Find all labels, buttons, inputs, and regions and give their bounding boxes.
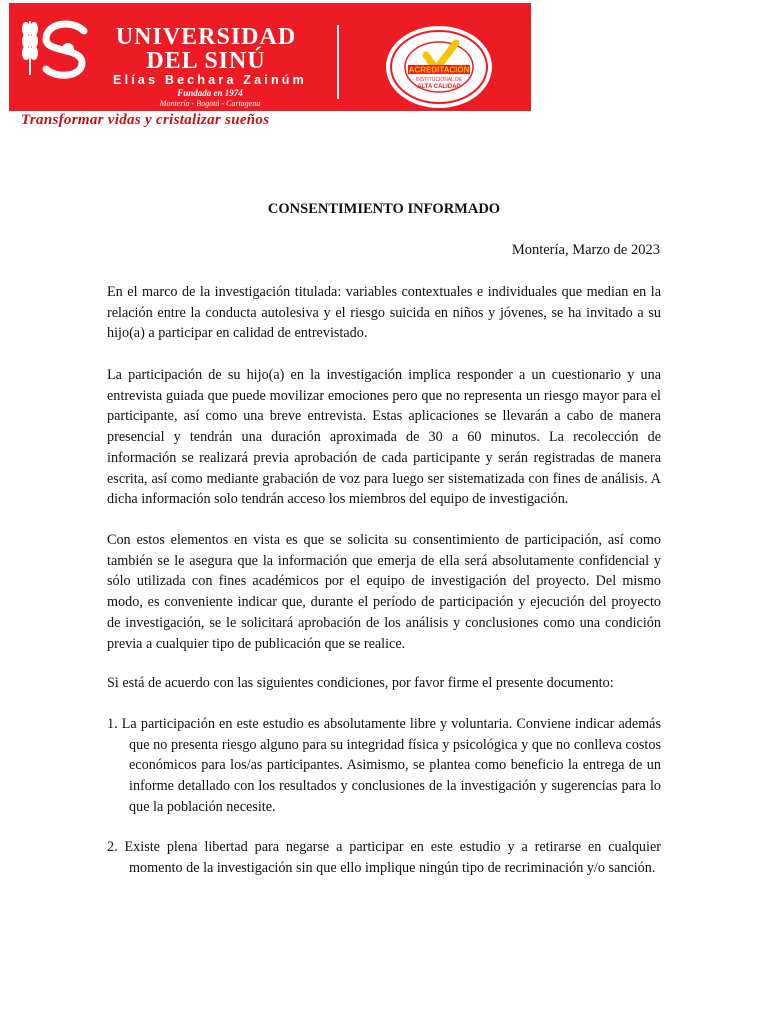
- document-title: CONSENTIMIENTO INFORMADO: [267, 201, 501, 217]
- svg-text:ACREDITACIÓN: ACREDITACIÓN: [408, 65, 470, 75]
- paragraph-sign-request: Si está de acuerdo con las siguientes condiciones, por favor firme el presente documento:: [107, 675, 614, 691]
- svg-text:INSTITUCIONAL DE: INSTITUCIONAL DE: [415, 77, 463, 83]
- founder-name: Elías Bechara Zainúm: [113, 73, 307, 87]
- university-logo-icon: [12, 13, 94, 83]
- paragraph-consent: Con estos elementos en vista es que se solicita su consentimiento de participación, así como también se le asegura que la información que emerja de ella será absolutamente confidencial y sólo utilizada con fines académicos por el equipo de investigación del proyecto. Del mismo modo, es conveniente indicar que, durante el período de participación y ejecución del proyecto de investigación, se le solicitará aprobación de los análisis y conclusiones como una condición previa a cualquier tipo de publicación que se realice.: [107, 532, 661, 652]
- campus-cities: Montería - Bogotá - Cartagena: [159, 99, 261, 108]
- document-date: Montería, Marzo de 2023: [511, 242, 660, 258]
- paragraph-intro: En el marco de la investigación titulada: variables contextuales e individuales que median en la relación entre la conducta autolesiva y el riesgo suicida en niños y jóvenes, se ha invitado a su hijo(a) a participar en calidad de entrevistado.: [107, 284, 661, 342]
- university-name: [101, 25, 311, 73]
- header-divider: [337, 25, 339, 99]
- condition-item-2: 2. Existe plena libertad para negarse a participar en este estudio y a retirarse en cualquier momento de la investigación sin que ello implique ningún tipo de recriminación y/o sanción.: [107, 839, 661, 876]
- letterhead-banner: [9, 3, 531, 111]
- university-name-line1: UNIVERSIDAD: [115, 24, 297, 50]
- accreditation-seal-icon: [384, 25, 494, 110]
- condition-item-1: 1. La participación en este estudio es absolutamente libre y voluntaria. Conviene indicar además que no presenta riesgo alguno para su integridad física y psicológica y que no conlleva costos económicos para los/as participantes. Asimismo, se plantea como beneficio la entrega de un informe detallado con los resultados y conclusiones de la investigación y sugerencias para lo que la población necesite.: [107, 716, 661, 815]
- paragraph-participation: La participación de su hijo(a) en la investigación implica responder a un cuestionario y una entrevista guiada que puede movilizar emociones pero que no representa un riesgo mayor para el participante, así como una breve entrevista. Estas aplicaciones se llevarán a cabo de manera presencial y tendrán una duración aproximada de 30 a 60 minutos. La recolección de información se realizará previa aprobación de cada participante y serán registradas de manera escrita, así como mediante grabación de voz para luego ser sistematizada con fines de análisis. A dicha información solo tendrán acceso los miembros del equipo de investigación.: [107, 367, 661, 508]
- svg-text:ALTA CALIDAD: ALTA CALIDAD: [417, 84, 461, 90]
- university-name-line2: DEL SINÚ: [146, 48, 266, 74]
- slogan: Transformar vidas y cristalizar sueños: [21, 112, 270, 128]
- founded-year: Fundada en 1974: [177, 88, 243, 98]
